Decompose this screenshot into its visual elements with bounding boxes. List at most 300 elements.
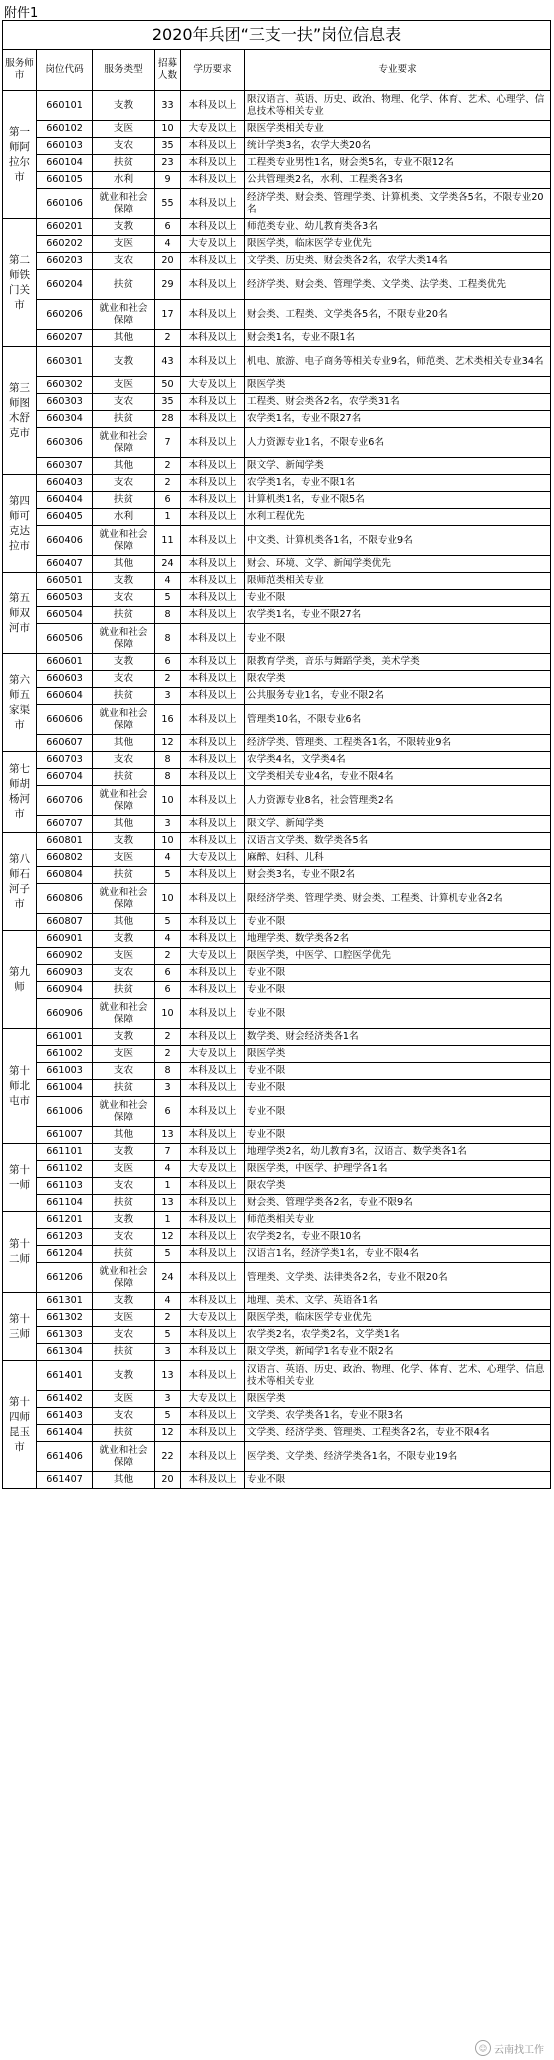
position-code: 660903 xyxy=(37,965,93,982)
service-type: 支教 xyxy=(93,1144,155,1161)
education-requirement: 大专及以上 xyxy=(181,1046,245,1063)
division-name: 第七师胡杨河市 xyxy=(3,752,37,833)
service-type: 支医 xyxy=(93,850,155,867)
position-code: 661002 xyxy=(37,1046,93,1063)
education-requirement: 本科及以上 xyxy=(181,347,245,377)
major-requirement: 专业不限 xyxy=(245,1063,551,1080)
position-code: 661303 xyxy=(37,1327,93,1344)
position-code: 660301 xyxy=(37,347,93,377)
positions-table xyxy=(2,20,551,1489)
recruit-count: 10 xyxy=(155,999,181,1029)
major-requirement: 专业不限 xyxy=(245,1127,551,1144)
position-code: 660306 xyxy=(37,428,93,458)
education-requirement: 大专及以上 xyxy=(181,121,245,138)
education-requirement: 本科及以上 xyxy=(181,735,245,752)
education-requirement: 本科及以上 xyxy=(181,654,245,671)
education-requirement: 本科及以上 xyxy=(181,769,245,786)
table-row xyxy=(3,428,551,458)
education-requirement: 本科及以上 xyxy=(181,1029,245,1046)
table-row xyxy=(3,573,551,590)
service-type: 支农 xyxy=(93,1063,155,1080)
major-requirement: 农学类1名，专业不限27名 xyxy=(245,607,551,624)
wechat-logo-icon: ☺ xyxy=(475,2040,491,2056)
service-type: 扶贫 xyxy=(93,1246,155,1263)
recruit-count: 2 xyxy=(155,1310,181,1327)
recruit-count: 24 xyxy=(155,556,181,573)
major-requirement: 限文学、新闻学类 xyxy=(245,816,551,833)
position-code: 661103 xyxy=(37,1178,93,1195)
major-requirement: 师范类专业、幼儿教育类各3名 xyxy=(245,219,551,236)
major-requirement: 管理类10名，不限专业6名 xyxy=(245,705,551,735)
major-requirement: 专业不限 xyxy=(245,624,551,654)
major-requirement: 限文学、新闻学类 xyxy=(245,458,551,475)
table-row xyxy=(3,121,551,138)
service-type: 支教 xyxy=(93,1212,155,1229)
table-row xyxy=(3,1063,551,1080)
position-code: 660304 xyxy=(37,411,93,428)
service-type: 支医 xyxy=(93,1046,155,1063)
position-code: 660407 xyxy=(37,556,93,573)
education-requirement: 本科及以上 xyxy=(181,253,245,270)
table-row xyxy=(3,219,551,236)
division-name: 第一师阿拉尔市 xyxy=(3,91,37,219)
recruit-count: 33 xyxy=(155,91,181,121)
major-requirement: 专业不限 xyxy=(245,965,551,982)
position-code: 661004 xyxy=(37,1080,93,1097)
recruit-count: 4 xyxy=(155,1161,181,1178)
service-type: 水利 xyxy=(93,172,155,189)
education-requirement: 本科及以上 xyxy=(181,330,245,347)
header-type: 服务类型 xyxy=(93,50,155,91)
table-row xyxy=(3,526,551,556)
service-type: 扶贫 xyxy=(93,1344,155,1361)
service-type: 其他 xyxy=(93,914,155,931)
position-code: 661201 xyxy=(37,1212,93,1229)
table-row xyxy=(3,850,551,867)
major-requirement: 限医学类 xyxy=(245,1046,551,1063)
service-type: 支教 xyxy=(93,931,155,948)
recruit-count: 10 xyxy=(155,121,181,138)
table-row xyxy=(3,1127,551,1144)
division-name: 第十一师 xyxy=(3,1144,37,1212)
service-type: 支农 xyxy=(93,965,155,982)
header-code: 岗位代码 xyxy=(37,50,93,91)
service-type: 支教 xyxy=(93,833,155,850)
education-requirement: 本科及以上 xyxy=(181,475,245,492)
table-row xyxy=(3,475,551,492)
major-requirement: 文学类相关专业4名，专业不限4名 xyxy=(245,769,551,786)
service-type: 支医 xyxy=(93,1161,155,1178)
major-requirement: 工程类专业男性1名，财会类5名，专业不限12名 xyxy=(245,155,551,172)
major-requirement: 财会类、工程类、文学类各5名，不限专业20名 xyxy=(245,300,551,330)
education-requirement: 本科及以上 xyxy=(181,1246,245,1263)
position-code: 660406 xyxy=(37,526,93,556)
education-requirement: 本科及以上 xyxy=(181,138,245,155)
recruit-count: 12 xyxy=(155,1425,181,1442)
position-code: 661003 xyxy=(37,1063,93,1080)
recruit-count: 13 xyxy=(155,1195,181,1212)
service-type: 支农 xyxy=(93,1229,155,1246)
table-row xyxy=(3,458,551,475)
recruit-count: 4 xyxy=(155,931,181,948)
major-requirement: 计算机类1名，专业不限5名 xyxy=(245,492,551,509)
education-requirement: 本科及以上 xyxy=(181,394,245,411)
table-row xyxy=(3,705,551,735)
service-type: 就业和社会保障 xyxy=(93,786,155,816)
table-row xyxy=(3,155,551,172)
recruit-count: 6 xyxy=(155,965,181,982)
position-code: 660303 xyxy=(37,394,93,411)
education-requirement: 本科及以上 xyxy=(181,1327,245,1344)
recruit-count: 20 xyxy=(155,253,181,270)
table-row xyxy=(3,884,551,914)
table-row xyxy=(3,914,551,931)
recruit-count: 5 xyxy=(155,590,181,607)
major-requirement: 农学类4名，文学类4名 xyxy=(245,752,551,769)
table-row xyxy=(3,138,551,155)
recruit-count: 6 xyxy=(155,492,181,509)
table-row xyxy=(3,931,551,948)
recruit-count: 1 xyxy=(155,1178,181,1195)
position-code: 661204 xyxy=(37,1246,93,1263)
recruit-count: 5 xyxy=(155,1327,181,1344)
table-row xyxy=(3,411,551,428)
recruit-count: 5 xyxy=(155,1246,181,1263)
recruit-count: 3 xyxy=(155,1344,181,1361)
major-requirement: 中文类、计算机类各1名，不限专业9名 xyxy=(245,526,551,556)
service-type: 支教 xyxy=(93,219,155,236)
recruit-count: 6 xyxy=(155,219,181,236)
position-code: 660403 xyxy=(37,475,93,492)
position-code: 660201 xyxy=(37,219,93,236)
position-code: 660604 xyxy=(37,688,93,705)
service-type: 支农 xyxy=(93,475,155,492)
education-requirement: 本科及以上 xyxy=(181,526,245,556)
recruit-count: 43 xyxy=(155,347,181,377)
table-row xyxy=(3,1442,551,1472)
recruit-count: 13 xyxy=(155,1127,181,1144)
position-code: 660802 xyxy=(37,850,93,867)
table-row xyxy=(3,253,551,270)
position-code: 660102 xyxy=(37,121,93,138)
table-row xyxy=(3,330,551,347)
recruit-count: 16 xyxy=(155,705,181,735)
recruit-count: 24 xyxy=(155,1263,181,1293)
education-requirement: 本科及以上 xyxy=(181,931,245,948)
recruit-count: 7 xyxy=(155,1144,181,1161)
major-requirement: 财会类3名，专业不限2名 xyxy=(245,867,551,884)
recruit-count: 17 xyxy=(155,300,181,330)
education-requirement: 本科及以上 xyxy=(181,270,245,300)
education-requirement: 本科及以上 xyxy=(181,1293,245,1310)
education-requirement: 本科及以上 xyxy=(181,1442,245,1472)
table-row xyxy=(3,300,551,330)
major-requirement: 地理学类、数学类各2名 xyxy=(245,931,551,948)
header-major: 专业要求 xyxy=(245,50,551,91)
position-code: 660204 xyxy=(37,270,93,300)
recruit-count: 3 xyxy=(155,1391,181,1408)
attachment-label: 附件1 xyxy=(4,6,39,21)
service-type: 就业和社会保障 xyxy=(93,1442,155,1472)
position-code: 660707 xyxy=(37,816,93,833)
major-requirement: 汉语言、英语、历史、政治、物理、化学、体育、艺术、心理学、信息技术等相关专业 xyxy=(245,1361,551,1391)
service-type: 支农 xyxy=(93,590,155,607)
position-code: 661006 xyxy=(37,1097,93,1127)
table-row xyxy=(3,590,551,607)
major-requirement: 农学类1名，专业不限1名 xyxy=(245,475,551,492)
major-requirement: 限经济学类、管理学类、财会类、工程类、计算机专业各2名 xyxy=(245,884,551,914)
position-code: 660807 xyxy=(37,914,93,931)
education-requirement: 本科及以上 xyxy=(181,1144,245,1161)
table-body xyxy=(3,91,551,1489)
table-row xyxy=(3,607,551,624)
major-requirement: 管理类、文学类、法律类各2名，专业不限20名 xyxy=(245,1263,551,1293)
service-type: 支农 xyxy=(93,394,155,411)
major-requirement: 财会类1名，专业不限1名 xyxy=(245,330,551,347)
table-row xyxy=(3,1178,551,1195)
service-type: 支农 xyxy=(93,1178,155,1195)
service-type: 扶贫 xyxy=(93,688,155,705)
major-requirement: 限医学类，中医学、口腔医学优先 xyxy=(245,948,551,965)
position-code: 660804 xyxy=(37,867,93,884)
position-code: 660101 xyxy=(37,91,93,121)
recruit-count: 2 xyxy=(155,671,181,688)
table-row xyxy=(3,556,551,573)
recruit-count: 8 xyxy=(155,607,181,624)
position-code: 660806 xyxy=(37,884,93,914)
watermark xyxy=(475,2040,544,2056)
major-requirement: 公共服务专业1名，专业不限2名 xyxy=(245,688,551,705)
recruit-count: 55 xyxy=(155,189,181,219)
table-row xyxy=(3,816,551,833)
table-row xyxy=(3,1246,551,1263)
education-requirement: 本科及以上 xyxy=(181,752,245,769)
major-requirement: 限汉语言、英语、历史、政治、物理、化学、体育、艺术、心理学、信息技术等相关专业 xyxy=(245,91,551,121)
recruit-count: 1 xyxy=(155,509,181,526)
education-requirement: 本科及以上 xyxy=(181,219,245,236)
table-row xyxy=(3,1408,551,1425)
major-requirement: 文学类、历史类、财会类各2名，农学大类14名 xyxy=(245,253,551,270)
education-requirement: 本科及以上 xyxy=(181,671,245,688)
position-code: 660105 xyxy=(37,172,93,189)
recruit-count: 35 xyxy=(155,394,181,411)
recruit-count: 3 xyxy=(155,816,181,833)
service-type: 支医 xyxy=(93,236,155,253)
position-code: 660106 xyxy=(37,189,93,219)
position-code: 660203 xyxy=(37,253,93,270)
position-code: 660103 xyxy=(37,138,93,155)
recruit-count: 8 xyxy=(155,752,181,769)
major-requirement: 人力资源专业1名，不限专业6名 xyxy=(245,428,551,458)
service-type: 其他 xyxy=(93,458,155,475)
table-row xyxy=(3,1046,551,1063)
recruit-count: 3 xyxy=(155,1080,181,1097)
division-name: 第十二师 xyxy=(3,1212,37,1293)
service-type: 扶贫 xyxy=(93,867,155,884)
recruit-count: 35 xyxy=(155,138,181,155)
position-code: 661406 xyxy=(37,1442,93,1472)
table-row xyxy=(3,948,551,965)
education-requirement: 本科及以上 xyxy=(181,884,245,914)
recruit-count: 2 xyxy=(155,948,181,965)
recruit-count: 5 xyxy=(155,914,181,931)
recruit-count: 6 xyxy=(155,982,181,999)
recruit-count: 8 xyxy=(155,1063,181,1080)
education-requirement: 本科及以上 xyxy=(181,155,245,172)
division-name: 第九师 xyxy=(3,931,37,1029)
major-requirement: 水利工程优先 xyxy=(245,509,551,526)
education-requirement: 大专及以上 xyxy=(181,1161,245,1178)
position-code: 660302 xyxy=(37,377,93,394)
education-requirement: 本科及以上 xyxy=(181,1212,245,1229)
table-row xyxy=(3,509,551,526)
recruit-count: 2 xyxy=(155,330,181,347)
major-requirement: 经济学类、管理类、工程类各1名，不限转业9名 xyxy=(245,735,551,752)
education-requirement: 大专及以上 xyxy=(181,377,245,394)
service-type: 支农 xyxy=(93,138,155,155)
table-row xyxy=(3,492,551,509)
major-requirement: 限医学类，中医学、护理学各1名 xyxy=(245,1161,551,1178)
service-type: 支医 xyxy=(93,1310,155,1327)
education-requirement: 本科及以上 xyxy=(181,705,245,735)
major-requirement: 财会类、管理学类各2名，专业不限9名 xyxy=(245,1195,551,1212)
education-requirement: 大专及以上 xyxy=(181,948,245,965)
recruit-count: 2 xyxy=(155,1029,181,1046)
table-row xyxy=(3,1293,551,1310)
table-row xyxy=(3,1361,551,1391)
position-code: 660703 xyxy=(37,752,93,769)
major-requirement: 经济学类、财会类、管理学类、计算机类、文学类各5名，不限专业20名 xyxy=(245,189,551,219)
major-requirement: 专业不限 xyxy=(245,914,551,931)
table-row xyxy=(3,1195,551,1212)
education-requirement: 本科及以上 xyxy=(181,1361,245,1391)
major-requirement: 财会、环境、文学、新闻学类优先 xyxy=(245,556,551,573)
service-type: 扶贫 xyxy=(93,1425,155,1442)
major-requirement: 限农学类 xyxy=(245,671,551,688)
table-row xyxy=(3,965,551,982)
service-type: 支农 xyxy=(93,1408,155,1425)
service-type: 支农 xyxy=(93,752,155,769)
recruit-count: 6 xyxy=(155,1097,181,1127)
education-requirement: 本科及以上 xyxy=(181,965,245,982)
major-requirement: 工程类、财会类各2名，农学类31名 xyxy=(245,394,551,411)
service-type: 扶贫 xyxy=(93,411,155,428)
table-row xyxy=(3,1080,551,1097)
service-type: 支教 xyxy=(93,654,155,671)
recruit-count: 28 xyxy=(155,411,181,428)
table-row xyxy=(3,1472,551,1489)
table-row xyxy=(3,1391,551,1408)
major-requirement: 限师范类相关专业 xyxy=(245,573,551,590)
major-requirement: 医学类、文学类、经济学类各1名，不限专业19名 xyxy=(245,1442,551,1472)
service-type: 支教 xyxy=(93,1293,155,1310)
table-row xyxy=(3,1229,551,1246)
position-code: 660704 xyxy=(37,769,93,786)
education-requirement: 本科及以上 xyxy=(181,982,245,999)
position-code: 661301 xyxy=(37,1293,93,1310)
table-row xyxy=(3,999,551,1029)
recruit-count: 2 xyxy=(155,475,181,492)
service-type: 支医 xyxy=(93,377,155,394)
service-type: 扶贫 xyxy=(93,607,155,624)
service-type: 支医 xyxy=(93,1391,155,1408)
service-type: 其他 xyxy=(93,1127,155,1144)
recruit-count: 4 xyxy=(155,1293,181,1310)
recruit-count: 8 xyxy=(155,769,181,786)
position-code: 660603 xyxy=(37,671,93,688)
service-type: 扶贫 xyxy=(93,270,155,300)
education-requirement: 本科及以上 xyxy=(181,914,245,931)
table-row xyxy=(3,735,551,752)
service-type: 扶贫 xyxy=(93,769,155,786)
service-type: 就业和社会保障 xyxy=(93,1097,155,1127)
table-row xyxy=(3,189,551,219)
table-row xyxy=(3,769,551,786)
division-name: 第十三师 xyxy=(3,1293,37,1361)
education-requirement: 本科及以上 xyxy=(181,1344,245,1361)
education-requirement: 本科及以上 xyxy=(181,590,245,607)
major-requirement: 专业不限 xyxy=(245,1080,551,1097)
education-requirement: 大专及以上 xyxy=(181,850,245,867)
service-type: 扶贫 xyxy=(93,1195,155,1212)
service-type: 其他 xyxy=(93,556,155,573)
division-name: 第六师五家渠市 xyxy=(3,654,37,752)
table-row xyxy=(3,1144,551,1161)
education-requirement: 大专及以上 xyxy=(181,1310,245,1327)
major-requirement: 经济学类、财会类、管理学类、文学类、法学类、工程类优先 xyxy=(245,270,551,300)
major-requirement: 限医学类 xyxy=(245,1391,551,1408)
table-row xyxy=(3,867,551,884)
education-requirement: 本科及以上 xyxy=(181,607,245,624)
education-requirement: 本科及以上 xyxy=(181,573,245,590)
position-code: 660901 xyxy=(37,931,93,948)
position-code: 661402 xyxy=(37,1391,93,1408)
education-requirement: 本科及以上 xyxy=(181,1472,245,1489)
table-row xyxy=(3,1344,551,1361)
major-requirement: 限医学类相关专业 xyxy=(245,121,551,138)
header-row xyxy=(3,50,551,91)
watermark-text: 云南找工作 xyxy=(494,2044,544,2056)
position-code: 660207 xyxy=(37,330,93,347)
recruit-count: 6 xyxy=(155,654,181,671)
major-requirement: 专业不限 xyxy=(245,1097,551,1127)
table-row xyxy=(3,833,551,850)
service-type: 支教 xyxy=(93,347,155,377)
service-type: 就业和社会保障 xyxy=(93,1263,155,1293)
position-code: 660504 xyxy=(37,607,93,624)
position-code: 660405 xyxy=(37,509,93,526)
position-code: 660801 xyxy=(37,833,93,850)
position-code: 660902 xyxy=(37,948,93,965)
service-type: 扶贫 xyxy=(93,492,155,509)
position-code: 660307 xyxy=(37,458,93,475)
education-requirement: 本科及以上 xyxy=(181,189,245,219)
service-type: 支教 xyxy=(93,573,155,590)
major-requirement: 专业不限 xyxy=(245,999,551,1029)
recruit-count: 12 xyxy=(155,1229,181,1246)
table-row xyxy=(3,1263,551,1293)
position-code: 661007 xyxy=(37,1127,93,1144)
position-code: 661104 xyxy=(37,1195,93,1212)
major-requirement: 地理学类2名，幼儿教育3名，汉语言、数学类各1名 xyxy=(245,1144,551,1161)
service-type: 扶贫 xyxy=(93,982,155,999)
recruit-count: 12 xyxy=(155,735,181,752)
position-code: 661401 xyxy=(37,1361,93,1391)
education-requirement: 本科及以上 xyxy=(181,688,245,705)
education-requirement: 本科及以上 xyxy=(181,1097,245,1127)
table-row xyxy=(3,1212,551,1229)
education-requirement: 本科及以上 xyxy=(181,509,245,526)
